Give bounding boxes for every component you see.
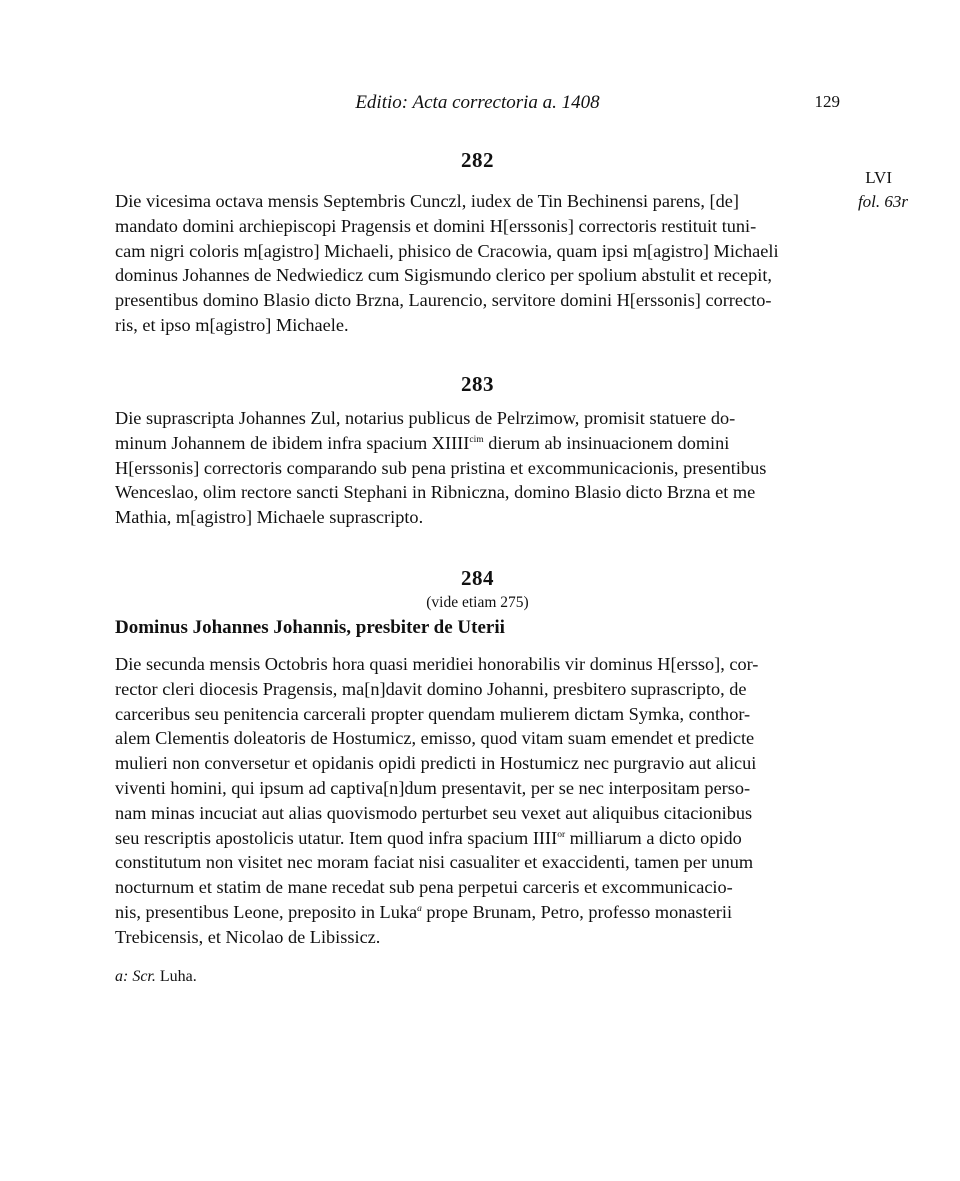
- text-line: carceribus seu penitencia carcerali propter quendam mulierem dictam Symka, conthor-: [115, 703, 751, 724]
- text-line: Die suprascripta Johannes Zul, notarius publicus de Pelrzimow, promisit statuere do-: [115, 408, 736, 428]
- running-head: [115, 92, 840, 118]
- entry-282-text: [115, 189, 840, 338]
- text-line: Trebicensis, et Nicolao de Libissicz.: [115, 926, 381, 947]
- text-line: viventi homini, qui ipsum ad captiva[n]dum presentavit, per se nec interpositam perso-: [115, 777, 751, 798]
- text-line: alem Clementis doleatoris de Hostumicz, emisso, quod vitam suam emendet et predicte: [115, 728, 755, 749]
- text-line: nocturnum et statim de mane recedat sub pena perpetui carceris et excommunicacio-: [115, 877, 733, 898]
- text-line: mulieri non conversetur et opidanis opidi predicti in Hostumicz nec purgravio aut alicui: [115, 753, 757, 774]
- footnote-marker: a: [417, 903, 422, 914]
- text-line: Die vicesima octava mensis Septembris Cunczl, iudex de Tin Bechinensi parens, [de]: [115, 191, 739, 211]
- text-line: minum Johannem de ibidem infra spacium $XIIII^{cim}$ dierum ab insinuacionem domini: [115, 432, 730, 453]
- text-line: rector cleri diocesis Pragensis, ma[n]davit domino Johanni, presbitero suprascripto, de: [115, 678, 747, 699]
- footnote: [115, 968, 197, 986]
- text-line: nam minas incuciat aut alias quovismodo perturbet seu vexet aut aliquibus citacionibus: [115, 802, 753, 823]
- text-line: mandato domini archiepiscopi Pragensis et domini H[erssonis] correctoris restituit tuni-: [115, 215, 757, 236]
- entry-heading: Dominus Johannes Johannis, presbiter de Uterii: [115, 617, 505, 638]
- entry-number-282: 282: [461, 148, 494, 172]
- text-line: seu rescriptis apostolicis utatur. Item quod infra spacium $IIII^{or}$ milliarum a dicto opido: [115, 827, 742, 848]
- page-number: 129: [814, 92, 840, 111]
- entry-number-284: 284: [461, 566, 494, 590]
- text-line: H[erssonis] correctoris comparando sub pena pristina et excommunicacionis, presentibus: [115, 457, 767, 478]
- text-line: cam nigri coloris m[agistro] Michaeli, phisico de Cracowia, quam ipsi m[agistro] Michaeli: [115, 240, 779, 261]
- footnote-mark: a:: [115, 968, 129, 985]
- text-line: Wenceslao, olim rectore sancti Stephani in Ribniczna, domino Blasio dicto Brzna et me: [115, 482, 756, 503]
- text-line: Die secunda mensis Octobris hora quasi meridiei honorabilis vir dominus H[ersso], cor-: [115, 654, 759, 674]
- footnote-scr: Scr.: [132, 968, 156, 985]
- footnote-text: Luha.: [159, 968, 197, 985]
- running-title: Editio: Acta correctoria a. 1408: [355, 92, 600, 113]
- text-line: constitutum non visitet nec moram faciat nisi casualiter et exaccidenti, tamen per unum: [115, 852, 754, 873]
- entry-number-283: 283: [461, 372, 494, 396]
- text-line: Mathia, m[agistro] Michaele suprascripto.: [115, 507, 424, 528]
- text-line: presentibus domino Blasio dicto Brzna, Laurencio, servitore domini H[erssonis] correcto-: [115, 290, 772, 311]
- entry-284-text: [115, 652, 840, 950]
- margin-folio: fol. 63r: [857, 192, 908, 211]
- text-line: ris, et ipso m[agistro] Michaele.: [115, 314, 349, 335]
- entry-283-text: [115, 406, 840, 530]
- margin-roman-number: LVI: [865, 168, 892, 187]
- superscript: cim: [469, 434, 484, 445]
- text-line: nis, presentibus Leone, preposito in Luka$^a$ prope Brunam, Petro, professo monasterii: [115, 901, 733, 922]
- superscript: or: [557, 829, 566, 840]
- text-line: dominus Johannes de Nedwiedicz cum Sigismundo clerico per spolium abstulit et recepit,: [115, 265, 772, 286]
- cross-reference: (vide etiam 275): [426, 594, 529, 611]
